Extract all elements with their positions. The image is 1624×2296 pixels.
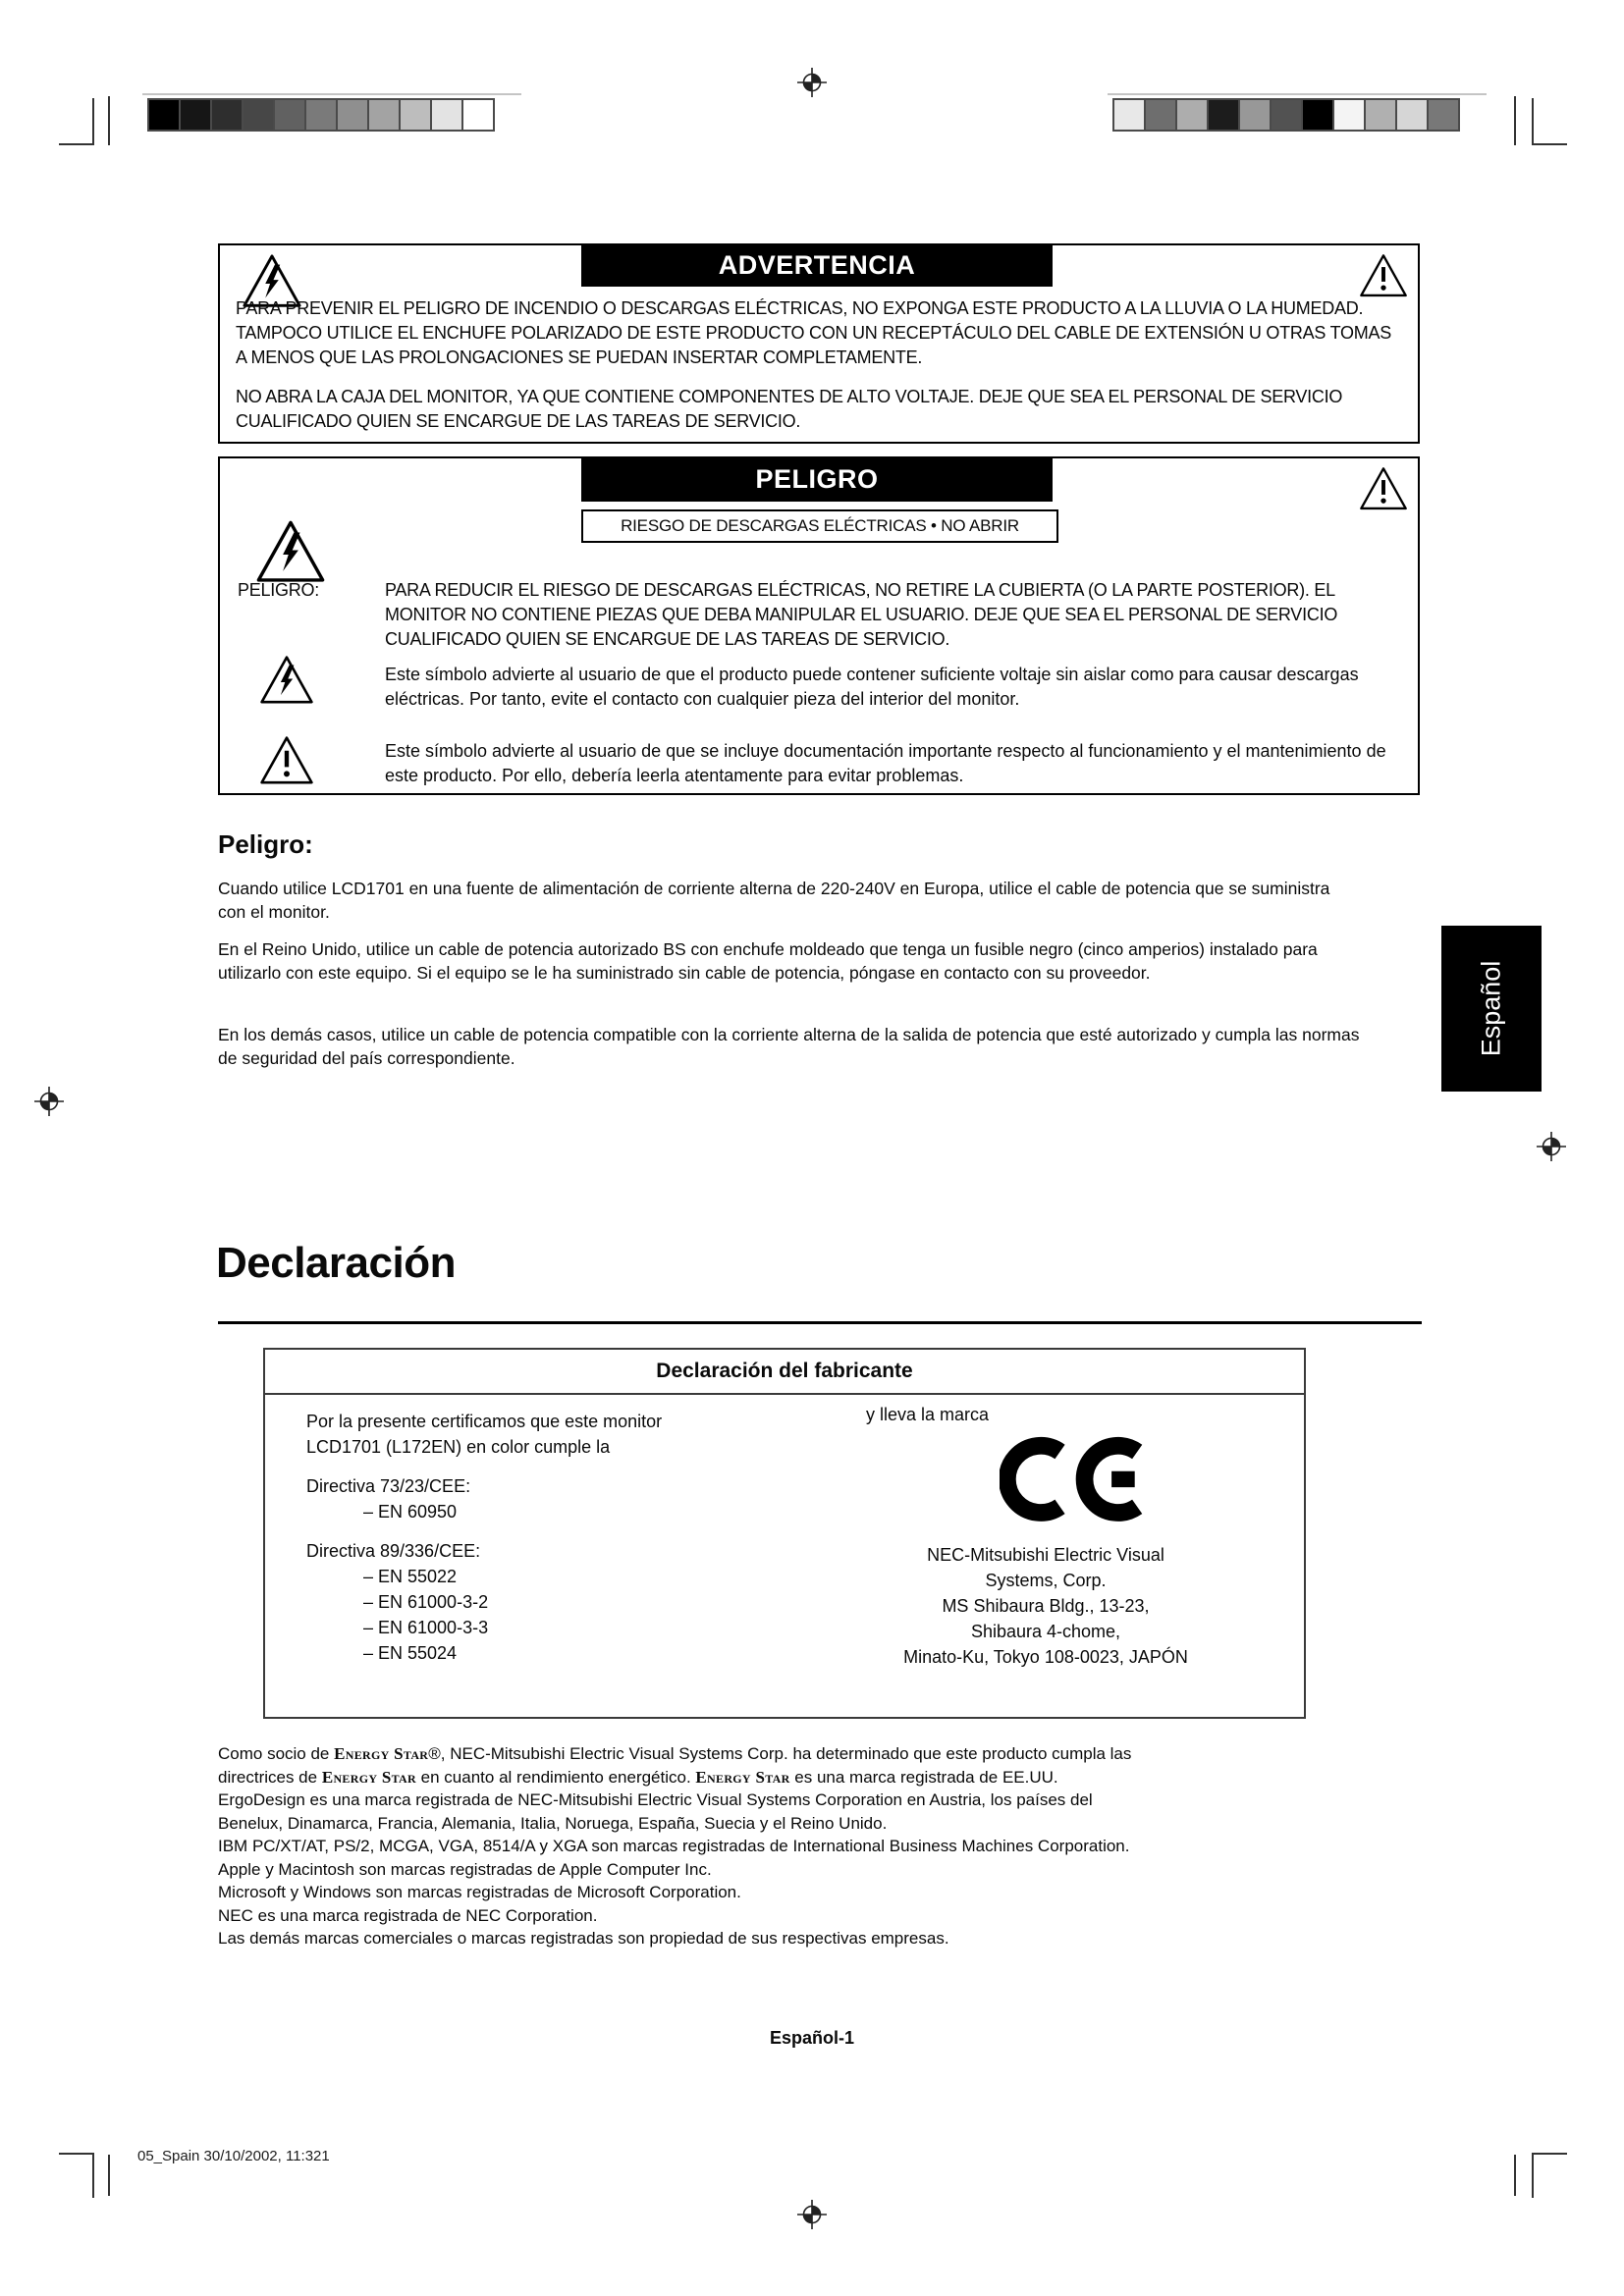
trademark-text: Como socio de [218,1744,335,1763]
calibration-swatch [244,100,273,130]
registration-crosshair-icon [797,2200,827,2229]
calibration-swatch [1366,100,1395,130]
print-job-info: 05_Spain 30/10/2002, 11:321 [137,2148,330,2164]
advertencia-title: ADVERTENCIA [718,249,916,280]
list-line: – EN 55024 [363,1643,458,1663]
directive-2-label: Directiva 89/336/CEE: [306,1541,481,1561]
grayscale-calibration-bar-right [1112,98,1460,132]
calibration-swatch [1114,100,1144,130]
page-number: Español-1 [769,2028,855,2048]
trademark-text: es una marca registrada de EE.UU. [789,1767,1058,1787]
peligro-label: PELIGRO: [238,580,320,600]
declaracion-heading-rule [218,1321,1422,1324]
peligro-paragraph-1: Cuando utilice LCD1701 en una fuente de alimentación de corriente alterna de 220-240V en Europa, utilice el cable de potencia que se suministra con el monitor. [218,879,1330,922]
calibration-swatch [1429,100,1458,130]
peligro-warning-box [218,456,1420,795]
calibration-swatch [338,100,367,130]
calibration-swatch [149,100,179,130]
calibration-swatch [1303,100,1332,130]
trademark-line: NEC es una marca registrada de NEC Corporation. [218,1905,598,1925]
calibration-swatch [432,100,461,130]
trademark-line: ErgoDesign es una marca registrada de NEC-Mitsubishi Electric Visual Systems Corporation en Austria, los países del [218,1790,1093,1809]
trademark-line: Microsoft y Windows son marcas registradas de Microsoft Corporation. [218,1883,741,1901]
trademark-text: ®, NEC-Mitsubishi Electric Visual Systems Corp. ha determinado que este producto cumpla las [428,1744,1132,1763]
fabricante-directives-column [306,1409,662,1666]
list-line: Shibaura 4-chome, [970,1622,1121,1641]
list-line: – EN 55022 [363,1567,458,1586]
list-line: – EN 61000-3-2 [363,1592,489,1612]
calibration-swatch [1334,100,1364,130]
trademark-text: en cuanto al rendimiento energético. [415,1767,696,1787]
calibration-swatch [275,100,304,130]
marca-label: y lleva la marca [866,1405,990,1424]
espanol-side-tab-label: Español [1476,960,1506,1057]
trademark-line: IBM PC/XT/AT, PS/2, MCGA, VGA, 8514/A y XGA son marcas registradas de International Business Machines Corporation. [218,1837,1130,1855]
calibration-swatch [306,100,336,130]
trim-line-top-right [1514,96,1516,145]
calibration-swatch [1240,100,1270,130]
declaracion-fabricante-box [263,1348,1306,1719]
calibration-swatch [1209,100,1238,130]
voltage-symbol-description: Este símbolo advierte al usuario de que el producto puede contener suficiente voltaje sin aislar como para causar descargas eléctricas. Por tanto, evite el contacto con cualquier pieza del interior del monitor. [385,665,1359,709]
list-line: Systems, Corp. [985,1571,1107,1590]
advertencia-paragraph-1: PARA PREVENIR EL PELIGRO DE INCENDIO O DESCARGAS ELÉCTRICAS, NO EXPONGA ESTE PRODUCTO A LA LLUVIA O LA HUMEDAD. TAMPOCO UTILICE EL ENCHUFE POLARIZADO DE ESTE PRODUCTO CON UN RECEPTÁCULO DEL CABLE DE EXTENSIÓN U OTRAS TOMAS A MENOS QUE LAS PROLONGACIONES SE PUEDAN INSERTAR COMPLETAMENTE. [236,298,1392,367]
peligro-body-text: PARA REDUCIR EL RIESGO DE DESCARGAS ELÉCTRICAS, NO RETIRE LA CUBIERTA (O LA PARTE POSTERIOR). EL MONITOR NO CONTIENE PIEZAS QUE DEBA MANIPULAR EL USUARIO. DEJE QUE SEA EL PERSONAL DE SERVICIO CUALIFICADO QUIEN SE ENCARGUE DE LAS TAREAS DE SERVICIO. [385,580,1338,649]
caution-triangle-icon [1359,253,1408,302]
fabricante-box-title: Declaración del fabricante [265,1350,1304,1395]
peligro-banner [581,456,1053,502]
energy-star-wordmark: Energy Star [334,1744,429,1763]
calibration-swatch [181,100,210,130]
trim-line-top-left [108,96,110,145]
trademark-line: Benelux, Dinamarca, Francia, Alemania, Italia, Noruega, España, Suecia y el Reino Unido. [218,1813,888,1833]
manufacturer-address [800,1542,1291,1670]
trim-mark-bottom-left [59,2153,94,2198]
calibration-swatch [1397,100,1427,130]
caution-triangle-icon [1359,466,1408,515]
calibration-swatch [1177,100,1207,130]
directive-1-standards [306,1499,662,1524]
calibration-swatch [1146,100,1175,130]
list-line: NEC-Mitsubishi Electric Visual [927,1545,1164,1565]
caution-triangle-icon [259,735,314,790]
fabricante-intro-line: Por la presente certificamos que este monitor [306,1412,663,1431]
calibration-bar-topline-left [142,93,521,95]
peligro-section-heading: Peligro: [218,829,313,859]
trademark-line [218,1742,1426,1766]
peligro-paragraph-2: En el Reino Unido, utilice un cable de potencia autorizado BS con enchufe moldeado que tenga un fusible negro (cinco amperios) instalado para utilizarlo con este equipo. Si el equipo se le ha suministrado sin cable de potencia, póngase en contacto con su proveedor. [218,939,1318,983]
peligro-title: PELIGRO [755,463,879,494]
peligro-subtitle: RIESGO DE DESCARGAS ELÉCTRICAS • NO ABRIR [581,509,1058,543]
registration-crosshair-icon [797,68,827,97]
trademark-notices [218,1742,1426,1950]
calibration-bar-topline-right [1108,93,1487,95]
advertencia-banner [581,243,1053,287]
calibration-swatch [1272,100,1301,130]
list-line: Minato-Ku, Tokyo 108-0023, JAPÓN [903,1647,1188,1667]
registration-crosshair-icon [34,1087,64,1116]
high-voltage-triangle-icon [259,655,314,710]
trademark-line: Apple y Macintosh son marcas registradas de Apple Computer Inc. [218,1859,712,1879]
calibration-swatch [401,100,430,130]
list-line: MS Shibaura Bldg., 13-23, [942,1596,1150,1616]
calibration-swatch [369,100,399,130]
trim-line-bottom-left [108,2155,110,2196]
trademark-text: directrices de [218,1767,322,1787]
list-line: – EN 61000-3-3 [363,1618,489,1637]
advertencia-warning-box [218,243,1420,444]
directive-2-standards [306,1564,662,1666]
energy-star-wordmark: Energy Star [695,1767,790,1787]
trademark-line [218,1766,1426,1789]
list-line: – EN 60950 [363,1502,458,1522]
espanol-side-tab [1441,926,1542,1092]
energy-star-wordmark: Energy Star [321,1767,416,1787]
peligro-paragraph-3: En los demás casos, utilice un cable de potencia compatible con la corriente alterna de la salida de potencia que esté autorizado y cumpla las normas de seguridad del país correspondiente. [218,1025,1360,1068]
ce-mark-icon [1000,1434,1157,1529]
calibration-swatch [212,100,242,130]
calibration-swatch [463,100,493,130]
trim-mark-bottom-right [1532,2153,1567,2198]
trim-mark-top-left [59,98,94,145]
caution-symbol-description: Este símbolo advierte al usuario de que se incluye documentación importante respecto al funcionamiento y el mantenimiento de este producto. Por ello, debería leerla atentamente para evitar problemas. [385,741,1386,785]
fabricante-intro-line: LCD1701 (L172EN) en color cumple la [306,1437,611,1457]
grayscale-calibration-bar-left [147,98,495,132]
trim-line-bottom-right [1514,2155,1516,2196]
directive-1-label: Directiva 73/23/CEE: [306,1476,471,1496]
advertencia-paragraph-2: NO ABRA LA CAJA DEL MONITOR, YA QUE CONTIENE COMPONENTES DE ALTO VOLTAJE. DEJE QUE SEA EL PERSONAL DE SERVICIO CUALIFICADO QUIEN SE ENCARGUE DE LAS TAREAS DE SERVICIO. [236,387,1343,431]
registration-crosshair-icon [1537,1132,1566,1161]
trademark-line: Las demás marcas comerciales o marcas registradas son propiedad de sus respectivas empresas. [218,1929,949,1948]
trim-mark-top-right [1532,98,1567,145]
declaracion-heading: Declaración [216,1239,456,1287]
